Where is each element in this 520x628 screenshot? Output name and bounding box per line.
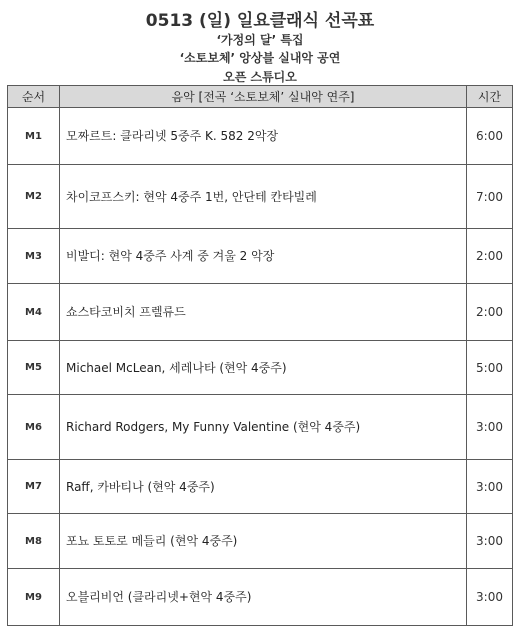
row-order: M1 [8, 108, 60, 165]
column-header-order: 순서 [8, 86, 60, 108]
row-time: 2:00 [467, 229, 513, 284]
row-music: 쇼스타코비치 프렐류드 [60, 284, 467, 341]
row-order: M9 [8, 569, 60, 626]
column-header-music: 음악 [전곡 ‘소토보체’ 실내악 연주] [60, 86, 467, 108]
table-row [8, 395, 513, 460]
row-music: 차이코프스키: 현악 4중주 1번, 안단테 칸타빌레 [60, 165, 467, 229]
page-title: 0513 (일) 일요클래식 선곡표 [145, 11, 375, 31]
row-order: M3 [8, 229, 60, 284]
table-row [8, 341, 513, 395]
column-header-time: 시간 [467, 86, 513, 108]
row-music: Raff, 카바티나 (현악 4중주) [60, 460, 467, 514]
row-order: M4 [8, 284, 60, 341]
table-row [8, 229, 513, 284]
row-time: 3:00 [467, 514, 513, 569]
row-music: 모짜르트: 클라리넷 5중주 K. 582 2악장 [60, 108, 467, 165]
row-time: 3:00 [467, 395, 513, 460]
table-row [8, 108, 513, 165]
row-time: 5:00 [467, 341, 513, 395]
row-time: 3:00 [467, 460, 513, 514]
row-time: 3:00 [467, 569, 513, 626]
setlist-table [7, 85, 513, 626]
row-time: 2:00 [467, 284, 513, 341]
table-row [8, 460, 513, 514]
row-order: M7 [8, 460, 60, 514]
subtitle-studio: 오픈 스튜디오 [223, 70, 297, 84]
subtitle-special: ‘가정의 달’ 특집 [216, 33, 304, 47]
table-row [8, 514, 513, 569]
row-time: 7:00 [467, 165, 513, 229]
row-music: 오블리비언 (클라리넷+현악 4중주) [60, 569, 467, 626]
row-time: 6:00 [467, 108, 513, 165]
row-order: M5 [8, 341, 60, 395]
row-music: 비발디: 현악 4중주 사계 중 겨울 2 악장 [60, 229, 467, 284]
row-order: M2 [8, 165, 60, 229]
row-music: Richard Rodgers, My Funny Valentine (현악 4중주) [60, 395, 467, 460]
subtitle-ensemble: ‘소토보체’ 앙상블 실내악 공연 [179, 51, 341, 65]
table-row [8, 569, 513, 626]
table-row [8, 165, 513, 229]
row-order: M8 [8, 514, 60, 569]
row-order: M6 [8, 395, 60, 460]
table-header-row [8, 86, 513, 108]
row-music: 포뇨 토토로 메들리 (현악 4중주) [60, 514, 467, 569]
row-music: Michael McLean, 세레나타 (현악 4중주) [60, 341, 467, 395]
table-row [8, 284, 513, 341]
